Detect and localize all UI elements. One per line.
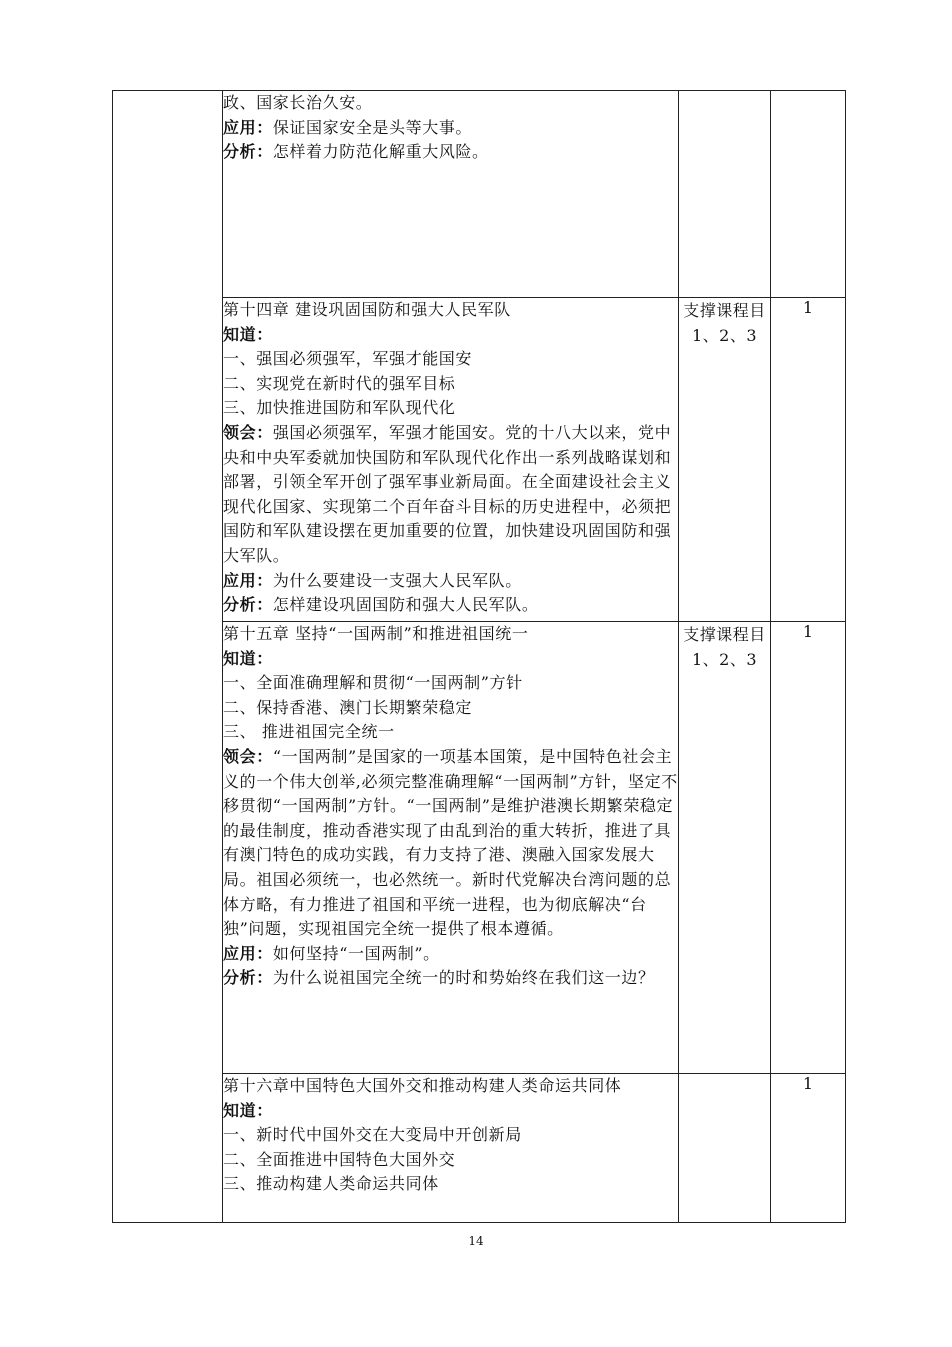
know-label: 知道： [223, 324, 273, 344]
chapter-title: 第十五章 坚持“一国两制”和推进祖国统一 [223, 624, 529, 643]
support-cell-chapter15: 支撑课程目1、2、3 [679, 622, 771, 1074]
chapter-title: 第十六章中国特色大国外交和推动构建人类命运共同体 [223, 1076, 622, 1095]
know-item: 三、 推进祖国完全统一 [223, 722, 395, 742]
support-cell-chapter16 [679, 1074, 771, 1223]
apply-line: 应用：如何坚持“一国两制”。 [223, 943, 440, 963]
merged-chapter-cell [113, 91, 223, 1223]
understand-paragraph: 领会：强国必须强军，军强才能国安。党的十八大以来，党中央和中央军委就加快国防和军队现代化作出一系列战略谋划和部署，引领全军开创了强军事业新局面。在全面建设社会主义现代化国家、实现第二个百年奋斗目标的历史进程中，必须把国防和军队建设摆在更加重要的位置，加快建设巩固国防和强大军队。 [223, 422, 672, 565]
know-item: 三、推动构建人类命运共同体 [223, 1174, 439, 1194]
hours-cell-chapter16: 1 [771, 1074, 846, 1223]
know-item: 一、全面准确理解和贯彻“一国两制”方针 [223, 673, 523, 693]
hours-cell-chapter15: 1 [771, 622, 846, 1074]
content-cell-chapter14 [223, 298, 679, 622]
know-item: 二、全面推进中国特色大国外交 [223, 1149, 456, 1169]
table-row-chapter16 [113, 1074, 846, 1223]
know-item: 二、保持香港、澳门长期繁荣稳定 [223, 697, 473, 717]
content-cell-prev [223, 91, 679, 298]
content-line: 分析：怎样着力防范化解重大风险。 [223, 142, 489, 162]
know-item: 二、实现党在新时代的强军目标 [223, 373, 456, 393]
hours-cell-chapter14: 1 [771, 298, 846, 622]
know-item: 三、加快推进国防和军队现代化 [223, 398, 456, 418]
support-cell-chapter14: 支撑课程目1、2、3 [679, 298, 771, 622]
analyze-line: 分析：怎样建设巩固国防和强大人民军队。 [223, 595, 539, 615]
content-line: 应用：保证国家安全是头等大事。 [223, 117, 473, 137]
know-item: 一、新时代中国外交在大变局中开创新局 [223, 1125, 522, 1145]
table-row-prev [113, 91, 846, 298]
content-cell-chapter15 [223, 622, 679, 1074]
hours-cell-prev [771, 91, 846, 298]
course-content-table [112, 90, 846, 1223]
content-cell-chapter16 [223, 1074, 679, 1223]
content-line: 政、国家长治久安。 [223, 93, 373, 112]
table-row-chapter14 [113, 298, 846, 622]
page-number: 14 [468, 1234, 484, 1248]
know-label: 知道： [223, 648, 273, 668]
know-item: 一、强国必须强军，军强才能国安 [223, 349, 473, 369]
understand-paragraph: 领会：“一国两制”是国家的一项基本国策，是中国特色社会主义的一个伟大创举,必须完整准确理解“一国两制”方针，坚定不移贯彻“一国两制”方针。“一国两制”是维护港澳长期繁荣稳定的最佳制度，推动香港实现了由乱到治的重大转折，推进了具有澳门特色的成功实践，有力支持了港、澳融入国家发展大局。祖国必须统一，也必然统一。新时代党解决台湾问题的总体方略，有力推进了祖国和平统一进程，也为彻底解决“台独”问题，实现祖国完全统一提供了根本遵循。 [223, 746, 678, 939]
apply-line: 应用：为什么要建设一支强大人民军队。 [223, 570, 522, 590]
table-row-chapter15 [113, 622, 846, 1074]
chapter-title: 第十四章 建设巩固国防和强大人民军队 [223, 300, 511, 319]
support-cell-prev [679, 91, 771, 298]
analyze-line: 分析：为什么说祖国完全统一的时和势始终在我们这一边？ [223, 968, 655, 988]
know-label: 知道： [223, 1100, 273, 1120]
